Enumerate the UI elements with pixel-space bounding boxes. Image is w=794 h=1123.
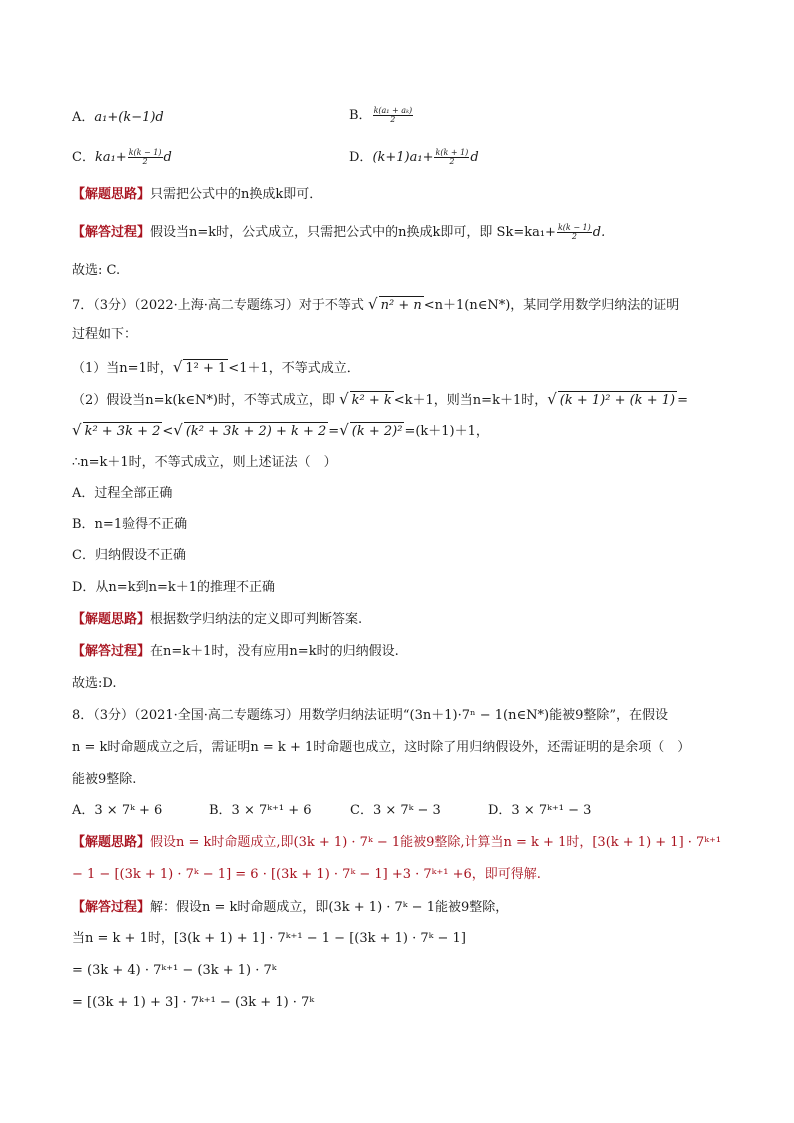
q7-option-c: C．归纳假设不正确 xyxy=(72,548,186,563)
sqrt-icon: √ xyxy=(547,390,557,408)
q6-option-a: A．a₁+(k−1)d xyxy=(72,110,164,125)
sqrt-icon: √ xyxy=(368,295,378,313)
q7-step1: （1）当n=1时，√ 1² + 1 <1＋1，不等式成立． xyxy=(72,358,360,376)
q8-stem-line2: n = k时命题成立之后，需证明n = k + 1时命题也成立，这时除了用归纳假设外，还需证明的是余项（ ） xyxy=(72,740,691,755)
q6-option-c: C．ka₁+ $\frac{k(k - 1)}{2}$ d xyxy=(72,148,172,166)
q6-option-d: D．(k+1)a₁+ $\frac{k(k + 1)}{2}$ d xyxy=(349,148,479,166)
q6-answer: 故选: C. xyxy=(72,263,121,278)
q7-solution-idea: 【解题思路】根据数学归纳法的定义即可判断答案. xyxy=(72,612,363,627)
q7-stem-line1: 7．（3分）（2022·上海·高二专题练习）对于不等式 √ n² + n <n＋1(n∈N*)，某同学用数学归纳法的证明 xyxy=(72,295,680,313)
q8-stem-line1: 8．（3分）（2021·全国·高二专题练习）用数学归纳法证明“(3n＋1)·7ⁿ − 1(n∈N*)能被9整除”，在假设 xyxy=(72,708,668,723)
q8-solution-process-line3: = (3k + 4) · 7ᵏ⁺¹ − (3k + 1) · 7ᵏ xyxy=(72,963,277,978)
fraction: $\frac{k(k + 1)}{2}$ xyxy=(435,148,469,166)
q7-step2: （2）假设当n=k(k∈N*)时，不等式成立，即 √ k² + k <k＋1，则当n=k＋1时，√ (k + 1)² + (k + 1) = xyxy=(72,390,688,408)
q8-solution-process-line4: = [(3k + 1) + 3] · 7ᵏ⁺¹ − (3k + 1) · 7ᵏ xyxy=(72,995,315,1010)
q7-option-a: A．过程全部正确 xyxy=(72,486,173,501)
q7-stem-line2: 过程如下： xyxy=(72,327,138,342)
q8-solution-idea-line2: − 1 − [(3k + 1) · 7ᵏ − 1] = 6 · [(3k + 1) · 7ᵏ − 1] +3 · 7ᵏ⁺¹ +6，即可得解. xyxy=(72,867,541,882)
sqrt-icon: √ xyxy=(172,358,183,376)
fraction: $\frac{k(k - 1)}{2}$ xyxy=(128,148,162,166)
q7-option-b: B．n=1验得不正确 xyxy=(72,517,188,532)
q8-option-b: B．3 × 7ᵏ⁺¹ + 6 xyxy=(209,803,312,818)
q8-option-a: A．3 × 7ᵏ + 6 xyxy=(72,803,163,818)
q8-solution-process-line2: 当n = k + 1时，[3(k + 1) + 1] · 7ᵏ⁺¹ − 1 − [(3k + 1) · 7ᵏ − 1] xyxy=(72,931,466,946)
fraction: $\frac{\text{k(a₁ + aₖ)}}{2}$ xyxy=(373,106,413,124)
q6-option-b: B． $\frac{\text{k(a₁ + aₖ)}}{2}$ xyxy=(349,106,413,124)
sqrt-icon: √ xyxy=(339,421,349,439)
q7-step4: ∴n=k＋1时，不等式成立，则上述证法（ ） xyxy=(72,455,337,470)
q8-solution-process-line1: 【解答过程】解：假设n = k时命题成立，即(3k + 1) · 7ᵏ − 1能被9整除， xyxy=(72,900,509,915)
q7-answer: 故选:D. xyxy=(72,676,117,691)
q8-option-c: C．3 × 7ᵏ − 3 xyxy=(350,803,441,818)
q7-solution-process: 【解答过程】在n=k＋1时，没有应用n=k时的归纳假设. xyxy=(72,644,399,659)
sqrt-icon: √ xyxy=(339,390,349,408)
q7-option-d: D．从n=k到n=k＋1的推理不正确 xyxy=(72,580,275,595)
q8-solution-idea-line1: 【解题思路】假设n = k时命题成立,即(3k + 1) · 7ᵏ − 1能被9整除,计算当n = k + 1时，[3(k + 1) + 1] · 7ᵏ⁺¹ xyxy=(72,835,722,850)
sqrt-icon: √ xyxy=(173,421,183,439)
q6-solution-process: 【解答过程】假设当n=k时，公式成立，只需把公式中的n换成k即可，即 Sk=ka₁+ $\frac{k(k - 1)}{2}$ d. xyxy=(72,223,606,241)
q6-solution-idea: 【解题思路】只需把公式中的n换成k即可． xyxy=(72,187,323,202)
fraction: $\frac{k(k - 1)}{2}$ xyxy=(557,223,591,241)
q8-option-d: D．3 × 7ᵏ⁺¹ − 3 xyxy=(488,803,592,818)
q8-stem-line3: 能被9整除. xyxy=(72,772,137,787)
q7-step3: √ k² + 3k + 2 <√ (k² + 3k + 2) + k + 2 =√ (k + 2)² =(k＋1)＋1， xyxy=(72,421,489,439)
sqrt-icon: √ xyxy=(72,421,82,439)
